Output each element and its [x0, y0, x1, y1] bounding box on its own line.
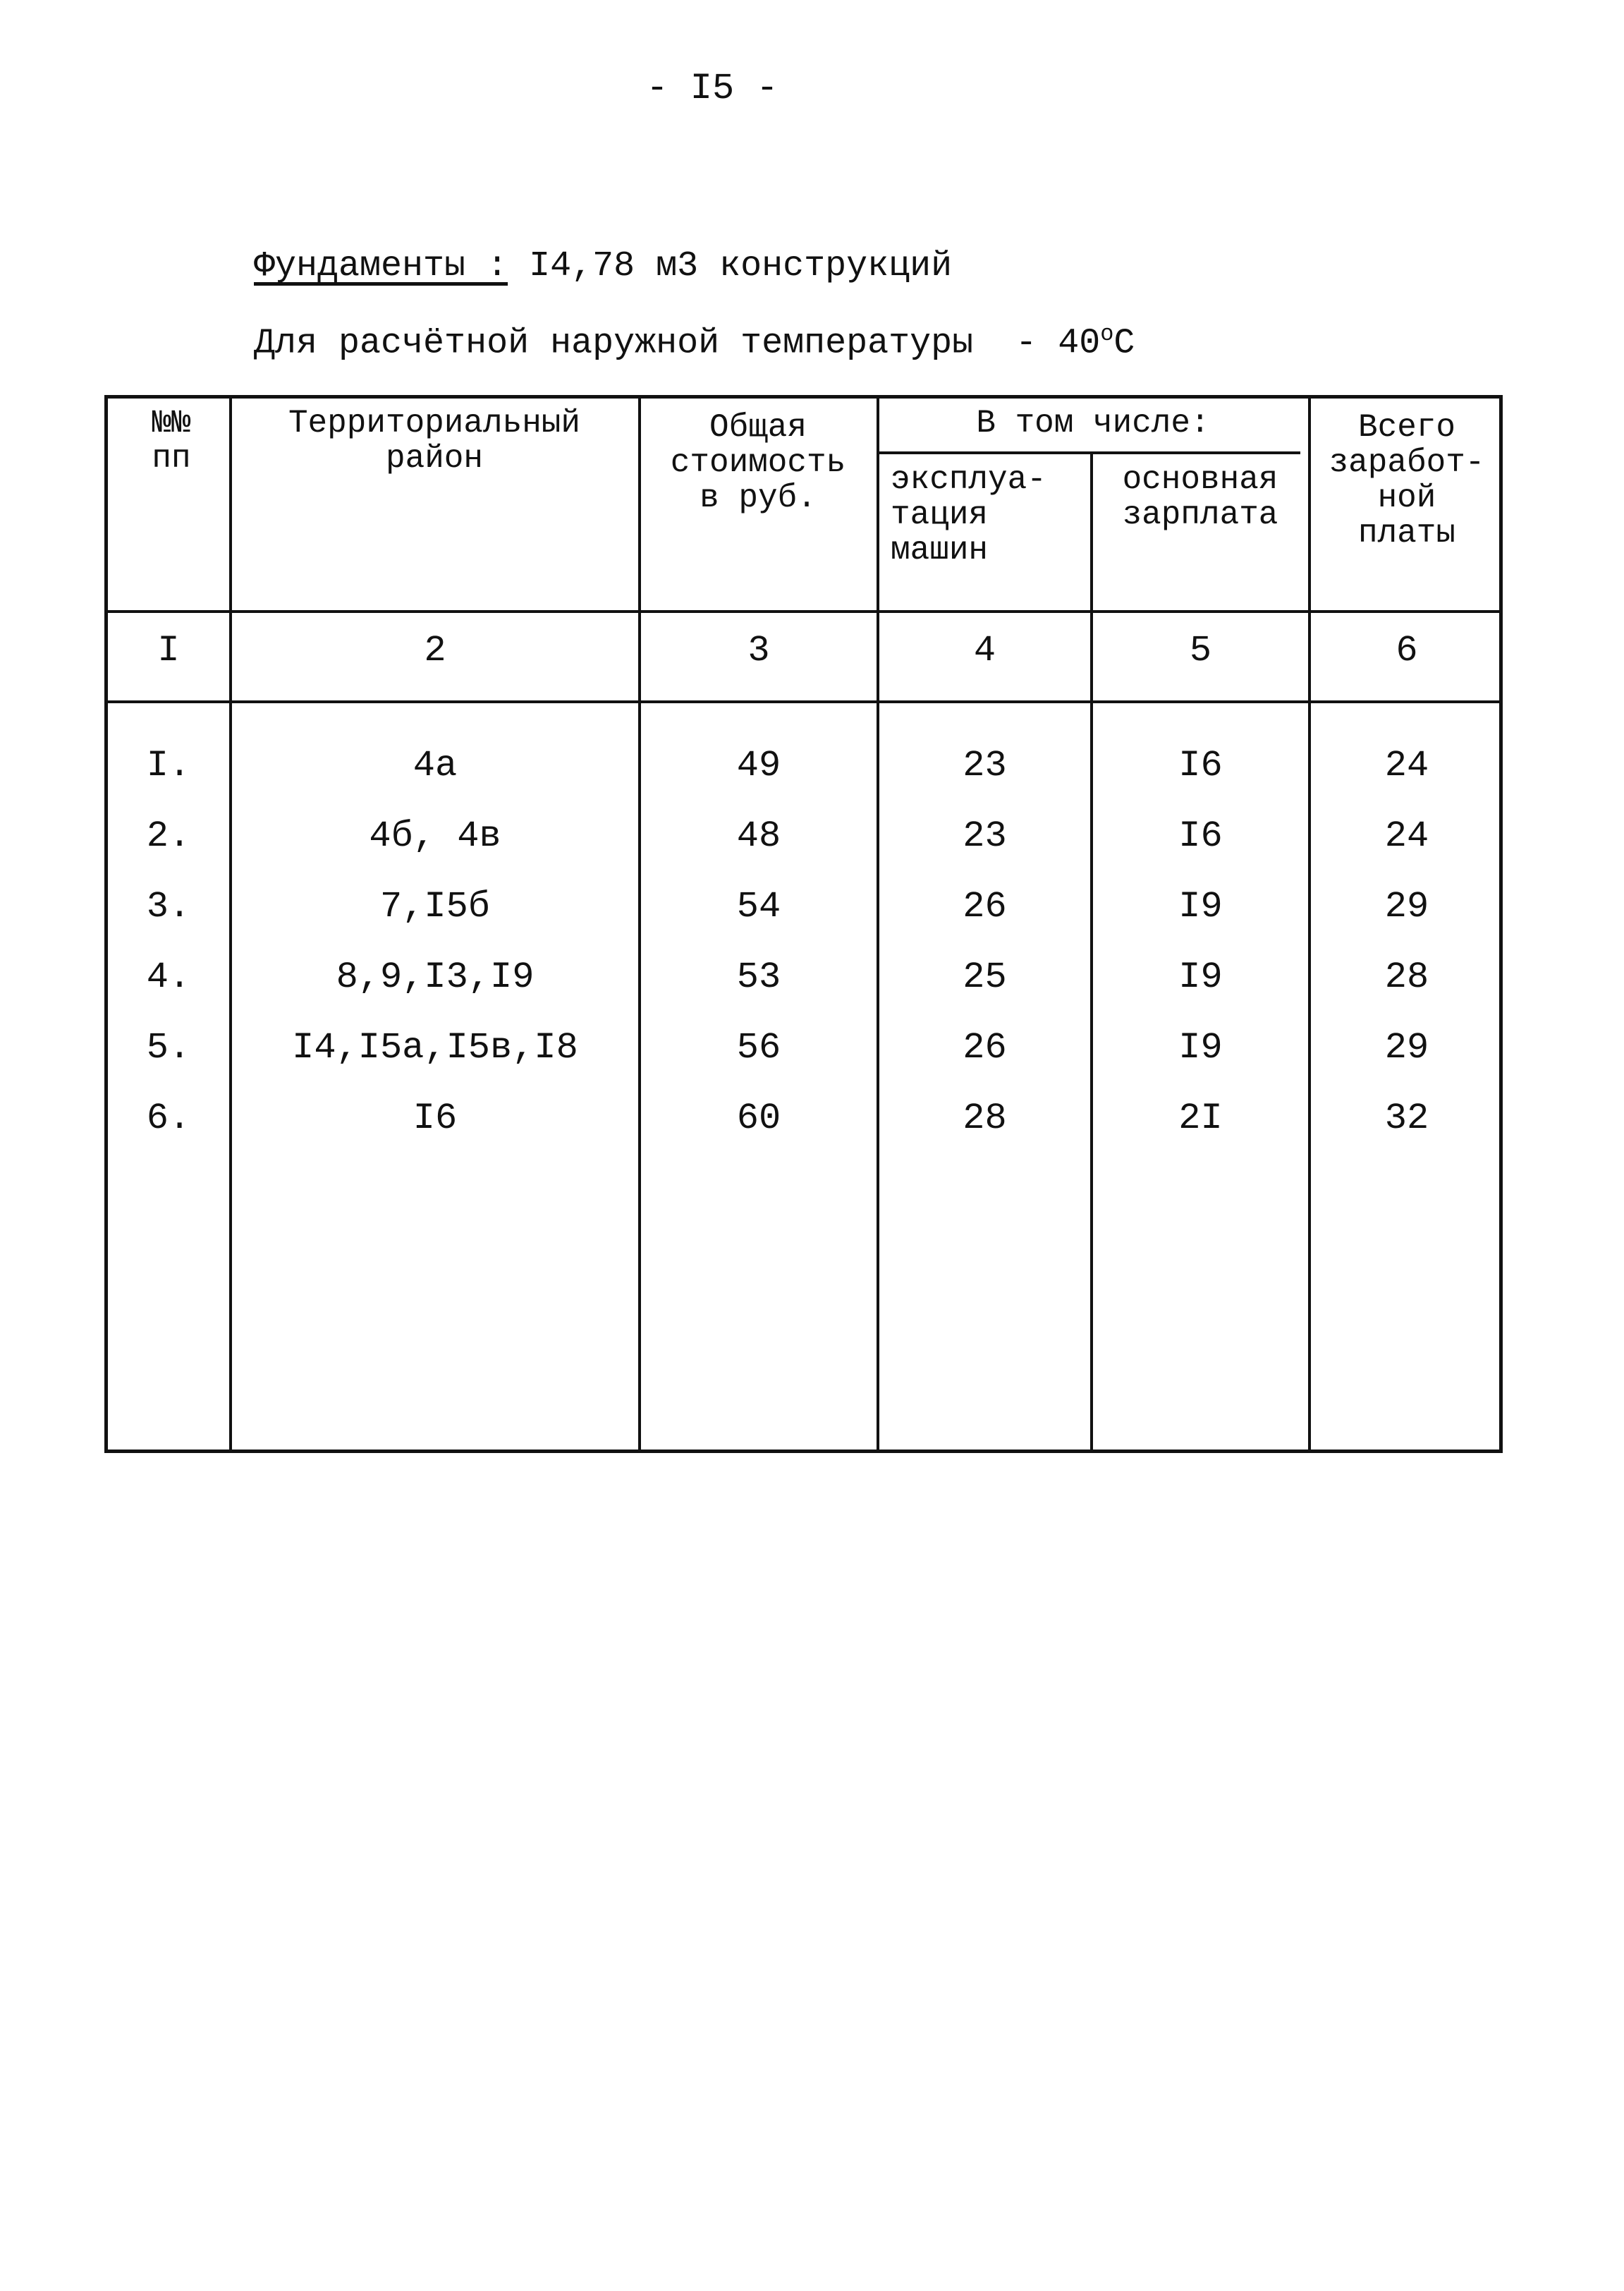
row-total: 56 [736, 1027, 781, 1069]
row-total: 60 [736, 1098, 781, 1139]
row-total: 54 [736, 886, 781, 928]
row-salary: I6 [1178, 745, 1223, 786]
row-salary: I9 [1178, 1027, 1223, 1069]
row-number: 2. [146, 815, 191, 857]
row-machines: 25 [963, 956, 1007, 998]
row-total: 48 [736, 815, 781, 857]
header-total-wages: Всего заработ- ной платы [1329, 409, 1485, 552]
column-number: 6 [1396, 630, 1418, 672]
row-machines: 23 [963, 745, 1007, 786]
foundation-label: Фундаменты : [254, 246, 508, 286]
row-salary: I9 [1178, 886, 1223, 928]
header-machines: эксплуа- тация машин [891, 461, 1046, 569]
row-total-wages: 29 [1384, 1027, 1429, 1069]
header-region: Территориальный район [288, 405, 581, 477]
foundation-heading [212, 206, 952, 286]
row-machines: 26 [963, 886, 1007, 928]
row-region: 7,I5б [379, 886, 491, 928]
row-number: I. [146, 745, 191, 786]
row-total-wages: 24 [1384, 815, 1429, 857]
header-no: №№ пп [152, 405, 191, 477]
row-total: 49 [736, 745, 781, 786]
row-total-wages: 28 [1384, 956, 1429, 998]
row-salary: I6 [1178, 815, 1223, 857]
row-total-wages: 24 [1384, 745, 1429, 786]
row-region: 4б, 4в [369, 815, 501, 857]
row-number: 6. [146, 1098, 191, 1139]
page-number: - I5 - [646, 68, 779, 109]
row-region: 4а [413, 745, 458, 786]
header-including: В том числе: [976, 405, 1210, 442]
foundation-volume: I4,78 м3 конструкций [508, 246, 953, 286]
temperature-unit: С [1113, 323, 1135, 364]
row-total: 53 [736, 956, 781, 998]
row-number: 3. [146, 886, 191, 928]
degree-sup: о [1100, 321, 1114, 347]
row-region: I6 [413, 1098, 458, 1139]
row-salary: 2I [1178, 1098, 1223, 1139]
column-number: 5 [1189, 630, 1212, 672]
row-number: 4. [146, 956, 191, 998]
column-number: 3 [747, 630, 770, 672]
table-divider [108, 610, 1499, 613]
row-machines: 28 [963, 1098, 1007, 1139]
table-divider [877, 451, 1300, 454]
row-region: 8,9,I3,I9 [336, 956, 535, 998]
column-number: I [157, 630, 180, 672]
row-salary: I9 [1178, 956, 1223, 998]
temperature-text: Для расчётной наружной температуры - 40 [254, 323, 1101, 364]
table-divider [1090, 451, 1093, 1450]
row-machines: 23 [963, 815, 1007, 857]
column-number: 2 [424, 630, 446, 672]
row-total-wages: 32 [1384, 1098, 1429, 1139]
row-machines: 26 [963, 1027, 1007, 1069]
header-total: Общая стоимость в руб. [670, 409, 846, 516]
table-divider [108, 700, 1499, 703]
row-total-wages: 29 [1384, 886, 1429, 928]
row-region: I4,I5а,I5в,I8 [292, 1027, 578, 1069]
row-number: 5. [146, 1027, 191, 1069]
header-salary: основная зарплата [1122, 461, 1278, 533]
temperature-heading [212, 281, 1135, 364]
column-number: 4 [973, 630, 996, 672]
cost-table [104, 395, 1503, 1453]
